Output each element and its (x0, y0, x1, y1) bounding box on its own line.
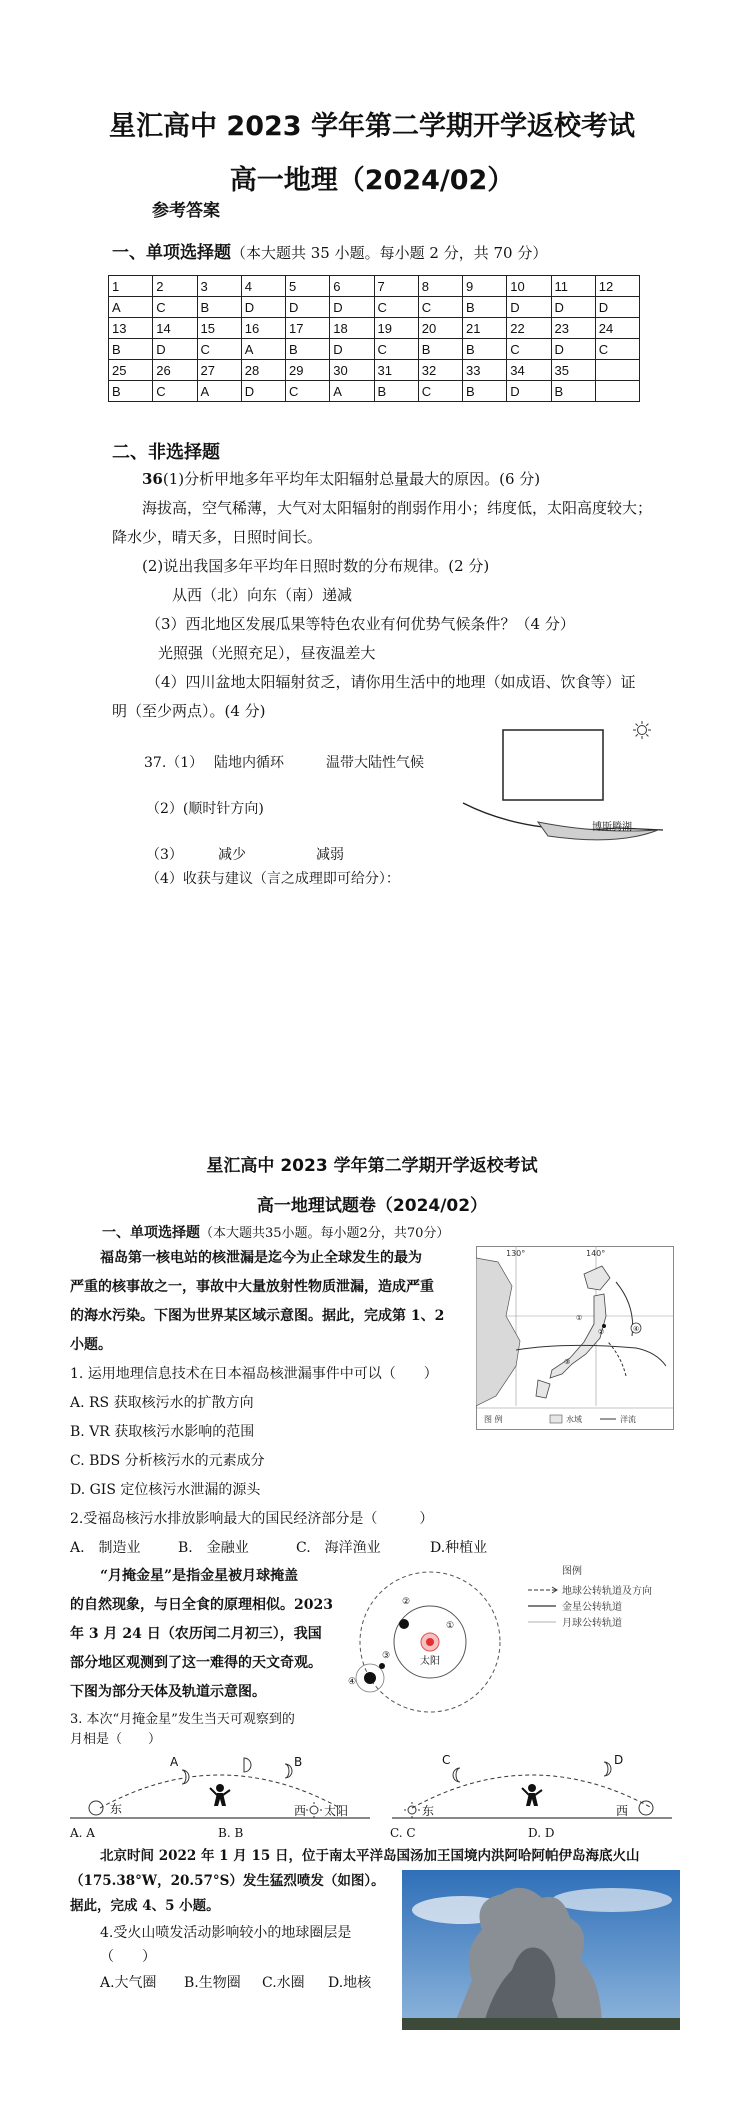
moon-phase-b-icon (285, 1764, 292, 1778)
q36-1-answer-a: 海拔高，空气稀薄，大气对太阳辐射的削弱作用小；纬度低，太阳高度较大； (142, 499, 653, 517)
table-cell: 22 (507, 318, 551, 339)
q36-3-answer: 光照强（光照充足），昼夜温差大 (158, 644, 376, 662)
sun-word: 太阳 (324, 1804, 349, 1818)
table-cell: C (153, 381, 197, 402)
lon-label-130: 130° (506, 1249, 526, 1258)
intro2-line: 下图为部分天体及轨道示意图。 (70, 1684, 266, 1700)
table-cell: 3 (197, 276, 241, 297)
earth-marker (364, 1672, 376, 1684)
q37-2-answer: （2）(顺时针方向) (146, 801, 264, 817)
table-cell: C (197, 339, 241, 360)
table-cell: 5 (286, 276, 330, 297)
table-cell: 11 (551, 276, 595, 297)
table-cell: 25 (109, 360, 153, 381)
table-row (109, 318, 640, 339)
q37-3-label: （3） (146, 847, 183, 863)
q2-stem: 2.受福岛核污水排放影响最大的国民经济部分是（ ） (70, 1511, 434, 1527)
dir-west-2: 西 (616, 1804, 629, 1818)
moon-phase-c-icon (453, 1768, 460, 1782)
q1-option-b: B. VR 获取核污水影响的范围 (70, 1424, 255, 1440)
person-icon (210, 1784, 230, 1806)
table-cell: C (507, 339, 551, 360)
q3-option-d: D. D (528, 1826, 555, 1840)
table-cell: 24 (595, 318, 639, 339)
moon-phase-half-icon (244, 1758, 251, 1772)
map-label-4: ④ (633, 1325, 640, 1333)
q4-stem-a: 4.受火山喷发活动影响较小的地球圈层是 (100, 1925, 352, 1941)
table-cell: 14 (153, 318, 197, 339)
exam-title-line2: 高一地理试题卷（2024/02） (256, 1196, 488, 1216)
section1-heading: 一、单项选择题 (112, 243, 231, 263)
q36-3-question: （3）西北地区发展瓜果等特色农业有何优势气候条件？（4 分） (146, 615, 575, 633)
table-cell: B (109, 339, 153, 360)
orbit-label-1: ① (446, 1621, 455, 1631)
table-cell: 9 (463, 276, 507, 297)
volcano-eruption-photo (402, 1870, 680, 2030)
table-cell: D (286, 297, 330, 318)
table-cell: 34 (507, 360, 551, 381)
moon-phase-d-icon (604, 1762, 611, 1776)
table-row (109, 297, 640, 318)
q3-stem-a: 3. 本次“月掩金星”发生当天可观察到的 (70, 1712, 295, 1727)
table-cell: D (330, 339, 374, 360)
table-row (109, 276, 640, 297)
table-cell: 18 (330, 318, 374, 339)
table-cell: 20 (418, 318, 462, 339)
table-cell: 15 (197, 318, 241, 339)
lake-circulation-diagram (458, 718, 668, 853)
q37-4-question: （4）收获与建议（言之成理即可给分）： (146, 871, 400, 887)
q4-option-c: C.水圈 (262, 1975, 305, 1991)
table-cell (595, 360, 639, 381)
sun-icon (404, 1802, 420, 1818)
q36-2-answer: 从西（北）向东（南）递减 (172, 586, 353, 604)
table-cell: D (241, 381, 285, 402)
orbit-legend-moon: 月球公转轨道 (562, 1618, 622, 1629)
q2-option-a: A. 制造业 (70, 1540, 141, 1556)
table-cell: B (551, 381, 595, 402)
table-cell: 23 (551, 318, 595, 339)
intro1-line: 福岛第一核电站的核泄漏是迄今为止全球发生的最为 (100, 1250, 422, 1266)
q36-number: 36 (142, 470, 163, 488)
table-cell: B (463, 297, 507, 318)
lake-label: 博斯腾湖 (592, 822, 632, 833)
q4-option-b: B.生物圈 (184, 1975, 241, 1991)
lon-label-140: 140° (586, 1249, 606, 1258)
moon-phase-diagram-right (392, 1752, 672, 1822)
map-legend-current: 洋流 (620, 1415, 636, 1424)
section1-note: （本大题共 35 小题。每小题 2 分，共 70 分） (231, 244, 548, 262)
table-cell: D (153, 339, 197, 360)
q36-4-question-b: 明（至少两点）。(4 分) (112, 702, 266, 720)
table-cell: 8 (418, 276, 462, 297)
q3-stem-b: 月相是（ ） (70, 1732, 162, 1747)
table-cell: B (418, 339, 462, 360)
japan-map-figure (476, 1246, 674, 1430)
moon-marker (379, 1663, 385, 1669)
legend-water-swatch (550, 1415, 562, 1423)
table-cell: D (507, 297, 551, 318)
answer-title-line2: 高一地理（2024/02） (229, 165, 515, 196)
map-label-2: ② (598, 1328, 605, 1336)
orbit-label-4: ④ (348, 1677, 357, 1687)
exam-section1-line (102, 1222, 449, 1242)
table-cell: B (286, 339, 330, 360)
table-cell: B (197, 297, 241, 318)
table-cell: 12 (595, 276, 639, 297)
table-cell: 28 (241, 360, 285, 381)
table-cell: 30 (330, 360, 374, 381)
table-cell: 21 (463, 318, 507, 339)
map-label-3: ③ (564, 1358, 571, 1366)
q2-option-d: D.种植业 (430, 1540, 488, 1556)
table-cell: C (418, 297, 462, 318)
table-row (109, 339, 640, 360)
moon-phase-diagram-left (70, 1752, 370, 1822)
q1-option-a: A. RS 获取核污水的扩散方向 (70, 1395, 254, 1411)
q2-option-b: B. 金融业 (178, 1540, 249, 1556)
table-cell: C (153, 297, 197, 318)
table-cell: A (330, 381, 374, 402)
q3-option-b: B. B (218, 1826, 244, 1840)
table-cell: D (330, 297, 374, 318)
q4-option-a: A.大气圈 (100, 1975, 157, 1991)
table-cell: 31 (374, 360, 418, 381)
q4-stem-b: （ ） (100, 1949, 156, 1965)
intro3-line-c: 据此，完成 4、5 小题。 (70, 1898, 220, 1914)
sun-icon (306, 1802, 322, 1818)
table-cell: 6 (330, 276, 374, 297)
phase-label-d: D (614, 1753, 624, 1767)
table-cell: 19 (374, 318, 418, 339)
moon-phase-a-icon (182, 1770, 189, 1784)
table-cell: D (551, 297, 595, 318)
intro1-line: 严重的核事故之一，事故中大量放射性物质泄漏，造成严重 (70, 1279, 434, 1295)
q36-2-question: (2)说出我国多年平均年日照时数的分布规律。(2 分) (142, 557, 490, 575)
map-label-1: ① (576, 1314, 583, 1322)
intro3-line-b: （175.38°W，20.57°S）发生猛烈喷发（如图）。 (70, 1873, 385, 1889)
intro2-line: 年 3 月 24 日（农历闰二月初三），我国 (70, 1626, 322, 1642)
table-cell: C (595, 339, 639, 360)
section1-heading-line (112, 238, 547, 263)
q37-3-answer-b: 减弱 (316, 847, 344, 863)
table-cell: C (374, 339, 418, 360)
table-cell: D (551, 339, 595, 360)
q1-option-d: D. GIS 定位核污水泄漏的源头 (70, 1482, 261, 1498)
intro2-line: 的自然现象，与日全食的原理相似。2023 (70, 1597, 333, 1613)
exam-section1-note: （本大题共35小题。每小题2分，共70分） (200, 1226, 450, 1241)
table-cell: 13 (109, 318, 153, 339)
q37-1-answer-a: 陆地内循环 (214, 755, 284, 771)
table-cell: B (374, 381, 418, 402)
q36-1-answer-b: 降水少，晴天多，日照时间长。 (112, 528, 323, 546)
table-cell: 35 (551, 360, 595, 381)
sun-icon (633, 721, 651, 739)
table-cell: 10 (507, 276, 551, 297)
phase-label-c: C (442, 1753, 451, 1767)
q37-1-answer-b: 温带大陆性气候 (326, 755, 424, 771)
orbit-label-2: ② (402, 1597, 411, 1607)
intro1-line: 小题。 (70, 1337, 112, 1353)
moon-set-circle (639, 1801, 653, 1815)
fukushima-point (602, 1324, 606, 1328)
orbit-legend-earth: 地球公转轨道及方向 (562, 1586, 652, 1597)
orbit-legend-title: 图例 (562, 1566, 582, 1577)
table-row (109, 360, 640, 381)
phase-label-b: B (294, 1755, 303, 1769)
table-cell: 16 (241, 318, 285, 339)
person-icon (522, 1784, 542, 1806)
dir-east: 东 (110, 1802, 123, 1816)
table-cell: B (109, 381, 153, 402)
exam-section1-heading: 一、单项选择题 (102, 1225, 200, 1241)
table-cell: 1 (109, 276, 153, 297)
orbit-legend-venus: 金星公转轨道 (562, 1602, 622, 1613)
table-cell: A (109, 297, 153, 318)
answer-title-line1: 星汇高中 2023 学年第二学期开学返校考试 (109, 111, 635, 142)
table-row (109, 381, 640, 402)
table-cell: A (197, 381, 241, 402)
table-cell: C (286, 381, 330, 402)
table-cell: 32 (418, 360, 462, 381)
q1-stem: 1. 运用地理信息技术在日本福岛核泄漏事件中可以（ ） (70, 1366, 438, 1382)
table-cell: D (595, 297, 639, 318)
sun-label: 太阳 (420, 1656, 440, 1667)
q2-option-c: C. 海洋渔业 (296, 1540, 381, 1556)
q37-1-label: 37.（1） (144, 755, 204, 771)
intro3-line-a: 北京时间 2022 年 1 月 15 日，位于南太平洋岛国汤加王国境内洪阿哈阿帕伊岛海底火山 (100, 1848, 640, 1864)
table-cell: 33 (463, 360, 507, 381)
section2-heading: 二、非选择题 (112, 442, 220, 463)
intro2-line: 部分地区观测到了这一难得的天文奇观。 (70, 1655, 322, 1671)
q3-option-a: A. A (70, 1826, 95, 1840)
table-cell: D (241, 297, 285, 318)
q4-option-d: D.地核 (328, 1975, 372, 1991)
table-cell: 17 (286, 318, 330, 339)
table-cell (595, 381, 639, 402)
table-cell: C (418, 381, 462, 402)
orbit-label-3: ③ (382, 1651, 391, 1661)
q3-option-c: C. C (390, 1826, 416, 1840)
venus-marker (399, 1619, 409, 1629)
table-cell: 4 (241, 276, 285, 297)
table-cell: C (374, 297, 418, 318)
table-cell: D (507, 381, 551, 402)
orbit-diagram (342, 1562, 682, 1722)
dir-east-2: 东 (422, 1804, 435, 1818)
q1-option-c: C. BDS 分析核污水的元素成分 (70, 1453, 265, 1469)
intro2-line: “月掩金星”是指金星被月球掩盖 (100, 1568, 299, 1584)
map-legend-water: 水域 (566, 1415, 582, 1424)
table-cell: 7 (374, 276, 418, 297)
dir-west: 西 (294, 1804, 307, 1818)
answer-subtitle: 参考答案 (152, 201, 220, 221)
table-cell: A (241, 339, 285, 360)
q37-3-answer-a: 减少 (218, 847, 246, 863)
table-cell: B (463, 339, 507, 360)
answer-table (108, 275, 640, 402)
phase-label-a: A (170, 1755, 179, 1769)
table-cell: 29 (286, 360, 330, 381)
table-cell: B (463, 381, 507, 402)
q36-4-question-a: （4）四川盆地太阳辐射贫乏，请你用生活中的地理（如成语、饮食等）证 (146, 673, 636, 691)
table-cell: 27 (197, 360, 241, 381)
table-cell: 2 (153, 276, 197, 297)
exam-title-line1: 星汇高中 2023 学年第二学期开学返校考试 (206, 1156, 538, 1176)
q36-1-line (142, 469, 540, 489)
intro1-line: 的海水污染。下图为世界某区域示意图。据此，完成第 1、2 (70, 1308, 445, 1324)
map-legend-title: 图 例 (484, 1415, 503, 1424)
table-cell: 26 (153, 360, 197, 381)
q36-1-question: (1)分析甲地多年平均年太阳辐射总量最大的原因。(6 分) (162, 470, 541, 488)
circulation-loop (503, 730, 603, 800)
